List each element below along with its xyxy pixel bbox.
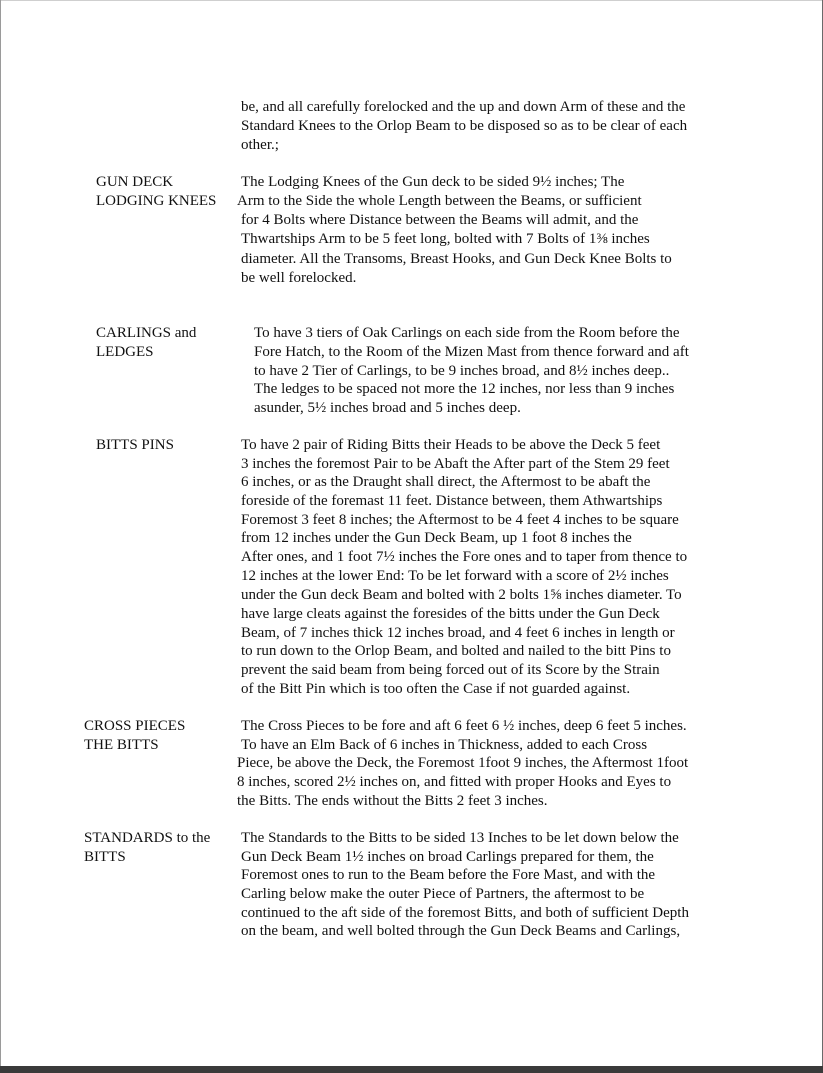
text-line: for 4 Bolts where Distance between the Beams will admit, and the bbox=[241, 212, 639, 228]
text-line: be well forelocked. bbox=[241, 270, 357, 286]
text-line: Carling below make the outer Piece of Partners, the aftermost to be bbox=[241, 886, 645, 902]
section-heading: LEDGES bbox=[96, 344, 154, 360]
text-line: to have 2 Tier of Carlings, to be 9 inches broad, and 8½ inches deep.. bbox=[254, 363, 670, 379]
text-line: foreside of the foremast 11 feet. Distance between, them Athwartships bbox=[241, 493, 663, 509]
text-line: the Bitts. The ends without the Bitts 2 feet 3 inches. bbox=[237, 793, 548, 809]
text-line: Standard Knees to the Orlop Beam to be disposed so as to be clear of each bbox=[241, 118, 688, 134]
text-line: 8 inches, scored 2½ inches on, and fitted with proper Hooks and Eyes to bbox=[237, 774, 672, 790]
text-line: Thwartships Arm to be 5 feet long, bolted with 7 Bolts of 1⅜ inches bbox=[241, 231, 650, 247]
text-line: To have an Elm Back of 6 inches in Thickness, added to each Cross bbox=[241, 737, 648, 753]
text-line: 3 inches the foremost Pair to be Abaft the After part of the Stem 29 feet bbox=[241, 456, 670, 472]
text-line: To have 2 pair of Riding Bitts their Heads to be above the Deck 5 feet bbox=[241, 437, 661, 453]
section-heading: THE BITTS bbox=[84, 737, 159, 753]
text-line: of the Bitt Pin which is too often the Case if not guarded against. bbox=[241, 681, 631, 697]
text-line: Arm to the Side the whole Length between the Beams, or sufficient bbox=[237, 193, 642, 209]
text-line: under the Gun deck Beam and bolted with 2 bolts 1⅝ inches diameter. To bbox=[241, 587, 682, 603]
text-line: from 12 inches under the Gun Deck Beam, up 1 foot 8 inches the bbox=[241, 530, 632, 546]
section-heading: LODGING KNEES bbox=[96, 193, 217, 209]
text-line: The Lodging Knees of the Gun deck to be sided 9½ inches; The bbox=[241, 174, 625, 190]
section-heading: BITTS PINS bbox=[96, 437, 174, 453]
text-line: have large cleats against the foresides of the bitts under the Gun Deck bbox=[241, 606, 660, 622]
text-line: Foremost ones to run to the Beam before the Fore Mast, and with the bbox=[241, 867, 656, 883]
text-line: to run down to the Orlop Beam, and bolted and nailed to the bitt Pins to bbox=[241, 643, 671, 659]
viewer-bottom-bar bbox=[0, 1066, 823, 1073]
section-heading: STANDARDS to the bbox=[84, 830, 211, 846]
text-line: The ledges to be spaced not more the 12 inches, nor less than 9 inches bbox=[254, 381, 675, 397]
text-line: Piece, be above the Deck, the Foremost 1foot 9 inches, the Aftermost 1foot bbox=[237, 755, 689, 771]
text-line: To have 3 tiers of Oak Carlings on each side from the Room before the bbox=[254, 325, 680, 341]
text-line: on the beam, and well bolted through the Gun Deck Beams and Carlings, bbox=[241, 923, 681, 939]
text-line: diameter. All the Transoms, Breast Hooks, and Gun Deck Knee Bolts to bbox=[241, 251, 672, 267]
section-heading: BITTS bbox=[84, 849, 126, 865]
section-heading: CROSS PIECES bbox=[84, 718, 186, 734]
text-line: 12 inches at the lower End: To be let forward with a score of 2½ inches bbox=[241, 568, 669, 584]
text-line: Fore Hatch, to the Room of the Mizen Mast from thence forward and aft bbox=[254, 344, 689, 360]
text-line: Gun Deck Beam 1½ inches on broad Carlings prepared for them, the bbox=[241, 849, 654, 865]
text-line: Beam, of 7 inches thick 12 inches broad, and 4 feet 6 inches in length or bbox=[241, 625, 675, 641]
text-line: asunder, 5½ inches broad and 5 inches deep. bbox=[254, 400, 521, 416]
text-line: prevent the said beam from being forced out of its Score by the Strain bbox=[241, 662, 660, 678]
page-left-edge bbox=[0, 0, 1, 1068]
text-line: continued to the aft side of the foremost Bitts, and both of sufficient Depth bbox=[241, 905, 689, 921]
text-line: 6 inches, or as the Draught shall direct, the Aftermost to be abaft the bbox=[241, 474, 651, 490]
page-top-edge bbox=[0, 0, 823, 1]
text-line: The Cross Pieces to be fore and aft 6 feet 6 ½ inches, deep 6 feet 5 inches. bbox=[241, 718, 687, 734]
text-line: other.; bbox=[241, 137, 279, 153]
text-line: be, and all carefully forelocked and the up and down Arm of these and the bbox=[241, 99, 686, 115]
text-line: Foremost 3 feet 8 inches; the Aftermost to be 4 feet 4 inches to be square bbox=[241, 512, 679, 528]
section-heading: GUN DECK bbox=[96, 174, 174, 190]
text-line: After ones, and 1 foot 7½ inches the Fore ones and to taper from thence to bbox=[241, 549, 688, 565]
section-heading: CARLINGS and bbox=[96, 325, 197, 341]
text-line: The Standards to the Bitts to be sided 13 Inches to be let down below the bbox=[241, 830, 679, 846]
